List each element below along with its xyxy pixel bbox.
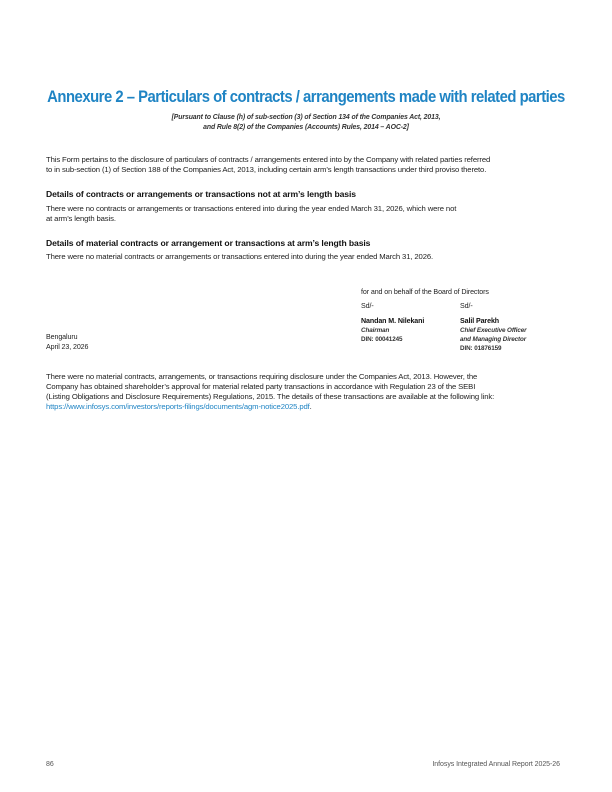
closing-period: . bbox=[309, 402, 312, 411]
closing-line-2: Company has obtained shareholder’s approval for material related party transactions in accordance with Regulation 23 of the SEBI bbox=[46, 382, 476, 391]
signature-sd-2: Sd/- bbox=[460, 302, 473, 310]
place: Bengaluru bbox=[46, 333, 78, 341]
report-name: Infosys Integrated Annual Report 2025-26 bbox=[432, 761, 560, 768]
agm-notice-link[interactable]: https://www.infosys.com/investors/reports-filings/documents/agm-notice2025.pdf bbox=[46, 402, 310, 411]
signer-2-name: Salil Parekh bbox=[460, 317, 500, 325]
board-line: for and on behalf of the Board of Directors bbox=[361, 288, 489, 296]
section-1-line-1: There were no contracts or arrangements or transactions entered into during the year ended March 31, 2026, which were not bbox=[46, 204, 457, 213]
closing-paragraph bbox=[46, 372, 561, 412]
signer-2-din: DIN: 01876159 bbox=[460, 345, 502, 352]
signer-2-title-1: Chief Executive Officer bbox=[460, 327, 527, 334]
page-number: 86 bbox=[46, 761, 54, 768]
subtitle-line-2: and Rule 8(2) of the Companies (Accounts) Rules, 2014 – AOC-2] bbox=[203, 124, 409, 131]
signer-1-name: Nandan M. Nilekani bbox=[361, 317, 425, 325]
section-2-paragraph bbox=[46, 252, 561, 262]
date: April 23, 2026 bbox=[46, 343, 89, 351]
section-2-line-1: There were no material contracts or arrangements or transactions entered into during the year ended March 31, 2026. bbox=[46, 252, 434, 261]
section-2-heading: Details of material contracts or arrangement or transactions at arm’s length basis bbox=[46, 238, 371, 248]
closing-line-1: There were no material contracts, arrangements, or transactions requiring disclosure under the Companies Act, 2013. However, the bbox=[46, 372, 478, 381]
closing-line-3: (Listing Obligations and Disclosure Requirements) Regulations, 2015. The details of these transactions are available at the following link: bbox=[46, 392, 495, 401]
section-1-paragraph bbox=[46, 204, 561, 224]
signer-1-title: Chairman bbox=[361, 327, 390, 334]
closing-line-4 bbox=[46, 402, 561, 412]
signer-2-title-2: and Managing Director bbox=[460, 336, 527, 343]
intro-line-2: to in sub-section (1) of Section 188 of the Companies Act, 2013, including certain arm’s length transactions under third proviso thereto. bbox=[46, 165, 487, 174]
signer-1-din: DIN: 00041245 bbox=[361, 336, 403, 343]
intro-line-1: This Form pertains to the disclosure of particulars of contracts / arrangements entered into by the Company with related parties referred bbox=[46, 155, 491, 164]
page-title: Annexure 2 – Particulars of contracts / arrangements made with related parties bbox=[47, 88, 565, 106]
signature-sd-1: Sd/- bbox=[361, 302, 374, 310]
subtitle-line-1: [Pursuant to Clause (h) of sub-section (3) of Section 134 of the Companies Act, 2013, bbox=[171, 114, 441, 121]
section-1-heading: Details of contracts or arrangements or transactions not at arm’s length basis bbox=[46, 189, 356, 199]
section-1-line-2: at arm’s length basis. bbox=[46, 214, 116, 223]
intro-paragraph bbox=[46, 155, 561, 175]
